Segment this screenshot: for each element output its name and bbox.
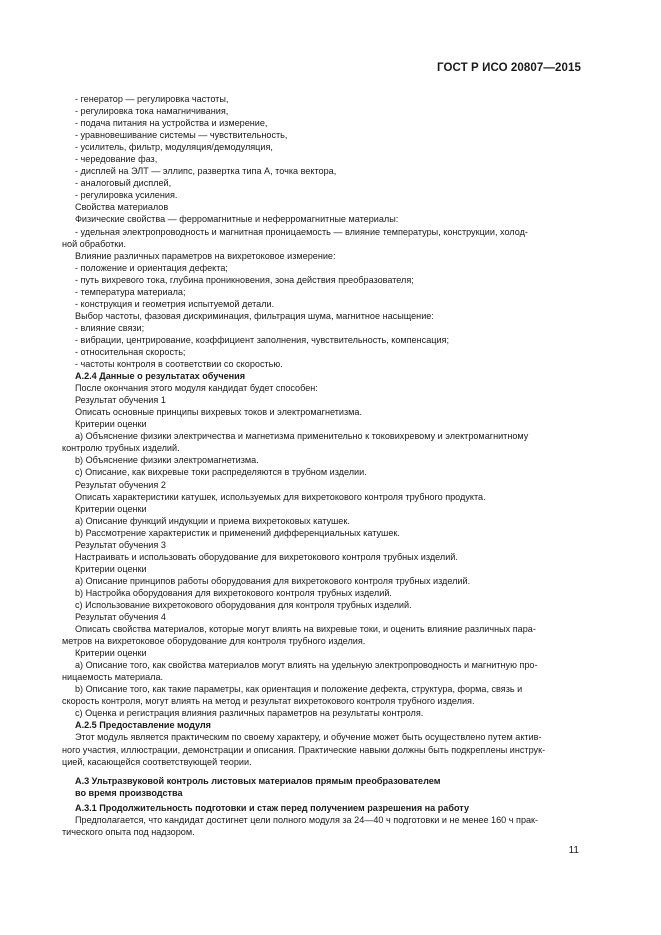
text-line: Результат обучения 2: [75, 479, 166, 490]
text-line: Критерии оценки: [75, 563, 147, 574]
text-line: а) Описание функций индукции и приема вихретоковых катушек.: [75, 515, 350, 526]
text-line: - чередование фаз,: [75, 154, 158, 165]
text-line: - конструкция и геометрия испытуемой детали.: [75, 298, 275, 309]
text-line: - уравновешивание системы — чувствительность,: [75, 130, 288, 141]
text-line: Критерии оценки: [75, 419, 147, 430]
text-line: - положение и ориентация дефекта;: [75, 262, 228, 273]
text-line: а) Описание того, как свойства материалов могут влиять на удельную электропроводность и магнитную про-: [75, 660, 538, 671]
text-line: Описать свойства материалов, которые могут влиять на вихревые токи, и оценить влияние различных пара-: [75, 624, 536, 635]
text-line: ной обработки.: [62, 238, 126, 249]
section-heading: А.2.5 Предоставление модуля: [75, 720, 211, 731]
text-line: Критерии оценки: [75, 648, 147, 659]
text-line: ного участия, иллюстрации, демонстрации и описания. Практические навыки должны быть подкреплены инструк-: [62, 744, 546, 755]
text-line: контролю трубных изделий.: [62, 443, 180, 454]
text-line: После окончания этого модуля кандидат будет способен:: [75, 383, 318, 394]
text-line: с) Оценка и регистрация влияния различных параметров на результаты контроля.: [75, 708, 424, 719]
text-line: Результат обучения 1: [75, 395, 166, 406]
section-heading: А.2.4 Данные о результатах обучения: [75, 371, 246, 382]
text-line: - генератор — регулировка частоты,: [75, 94, 229, 104]
text-line: а) Описание принципов работы оборудования для вихретокового контроля трубных изделий.: [75, 575, 471, 586]
text-line: Предполагается, что кандидат достигнет цели полного модуля за 24—40 ч подготовки и не менее 160 ч прак-: [75, 814, 539, 825]
text-line: - регулировка усиления.: [75, 190, 178, 201]
text-line: а) Объяснение физики электричества и магнетизма применительно к токовихревому и электромагнитному: [75, 431, 529, 442]
text-line: - усилитель, фильтр, модуляция/демодуляция,: [75, 142, 273, 153]
text-line: с) Описание, как вихревые токи распределяются в трубном изделии.: [75, 467, 367, 478]
text-line: Критерии оценки: [75, 503, 147, 514]
text-line: Этот модуль является практическим по своему характеру, и обучение может быть осуществлено путем актив-: [75, 732, 542, 743]
text-line: Результат обучения 3: [75, 539, 166, 550]
document-body: [62, 93, 585, 838]
page-number: 11: [568, 845, 579, 856]
text-line: Результат обучения 4: [75, 612, 166, 623]
text-line: b) Настройка оборудования для вихретокового контроля трубных изделий.: [75, 587, 392, 598]
text-line: - дисплей на ЭЛТ — эллипс, развертка типа А, точка вектора,: [75, 166, 337, 177]
text-line: Выбор частоты, фазовая дискриминация, фильтрация шума, магнитное насыщение:: [75, 310, 434, 321]
text-line: Описать характеристики катушек, используемых для вихретокового контроля трубного продукта.: [75, 491, 486, 502]
text-line: Влияние различных параметров на вихретоковое измерение:: [75, 250, 336, 261]
text-line: с) Использование вихретокового оборудования для контроля трубных изделий.: [75, 599, 412, 610]
document-header: ГОСТ Р ИСО 20807—2015: [436, 62, 581, 74]
text-line: цией, касающейся соответствующей теории.: [62, 756, 252, 767]
text-line: Настраивать и использовать оборудование для вихретокового контроля трубных изделий.: [75, 551, 458, 562]
text-line: - температура материала;: [75, 286, 186, 297]
text-line: - влияние связи;: [75, 322, 145, 333]
text-line: Физические свойства — ферромагнитные и неферромагнитные материалы:: [75, 214, 399, 225]
text-line: метров на вихретоковое оборудование для контроля трубного изделия.: [62, 636, 366, 647]
text-line: - относительная скорость;: [75, 346, 186, 357]
section-heading: А.3 Ультразвуковой контроль листовых материалов прямым преобразователем: [75, 775, 441, 786]
text-line: Описать основные принципы вихревых токов и электромагнетизма.: [75, 407, 362, 418]
text-line: тического опыта под надзором.: [62, 826, 195, 837]
text-line: - частоты контроля в соответствии со скоростью.: [75, 359, 283, 370]
spacer: [75, 768, 585, 775]
text-line: - вибрации, центрирование, коэффициент заполнения, чувствительность, компенсация;: [75, 334, 449, 345]
text-line: ницаемость материала.: [62, 672, 164, 683]
section-heading: во время производства: [75, 787, 183, 798]
text-line: b) Описание того, как такие параметры, как ориентация и положение дефекта, структура, форма, связь и: [75, 684, 523, 695]
text-line: b) Рассмотрение характеристик и применений дифференциальных катушек.: [75, 527, 400, 538]
text-line: - подача питания на устройства и измерение,: [75, 118, 268, 129]
text-line: Свойства материалов: [75, 202, 169, 213]
text-line: - путь вихревого тока, глубина проникновения, зона действия преобразователя;: [75, 274, 414, 285]
section-heading: А.3.1 Продолжительность подготовки и стаж перед получением разрешения на работу: [75, 802, 470, 813]
text-line: - удельная электропроводность и магнитная проницаемость — влияние температуры, конструкции, холод-: [75, 226, 528, 237]
text-line: - регулировка тока намагничивания,: [75, 106, 229, 117]
text-line: b) Объяснение физики электромагнетизма.: [75, 455, 259, 466]
text-line: скорость контроля, могут влиять на метод и результат вихретокового контроля трубного изделия.: [62, 696, 475, 707]
text-line: - аналоговый дисплей,: [75, 178, 172, 189]
